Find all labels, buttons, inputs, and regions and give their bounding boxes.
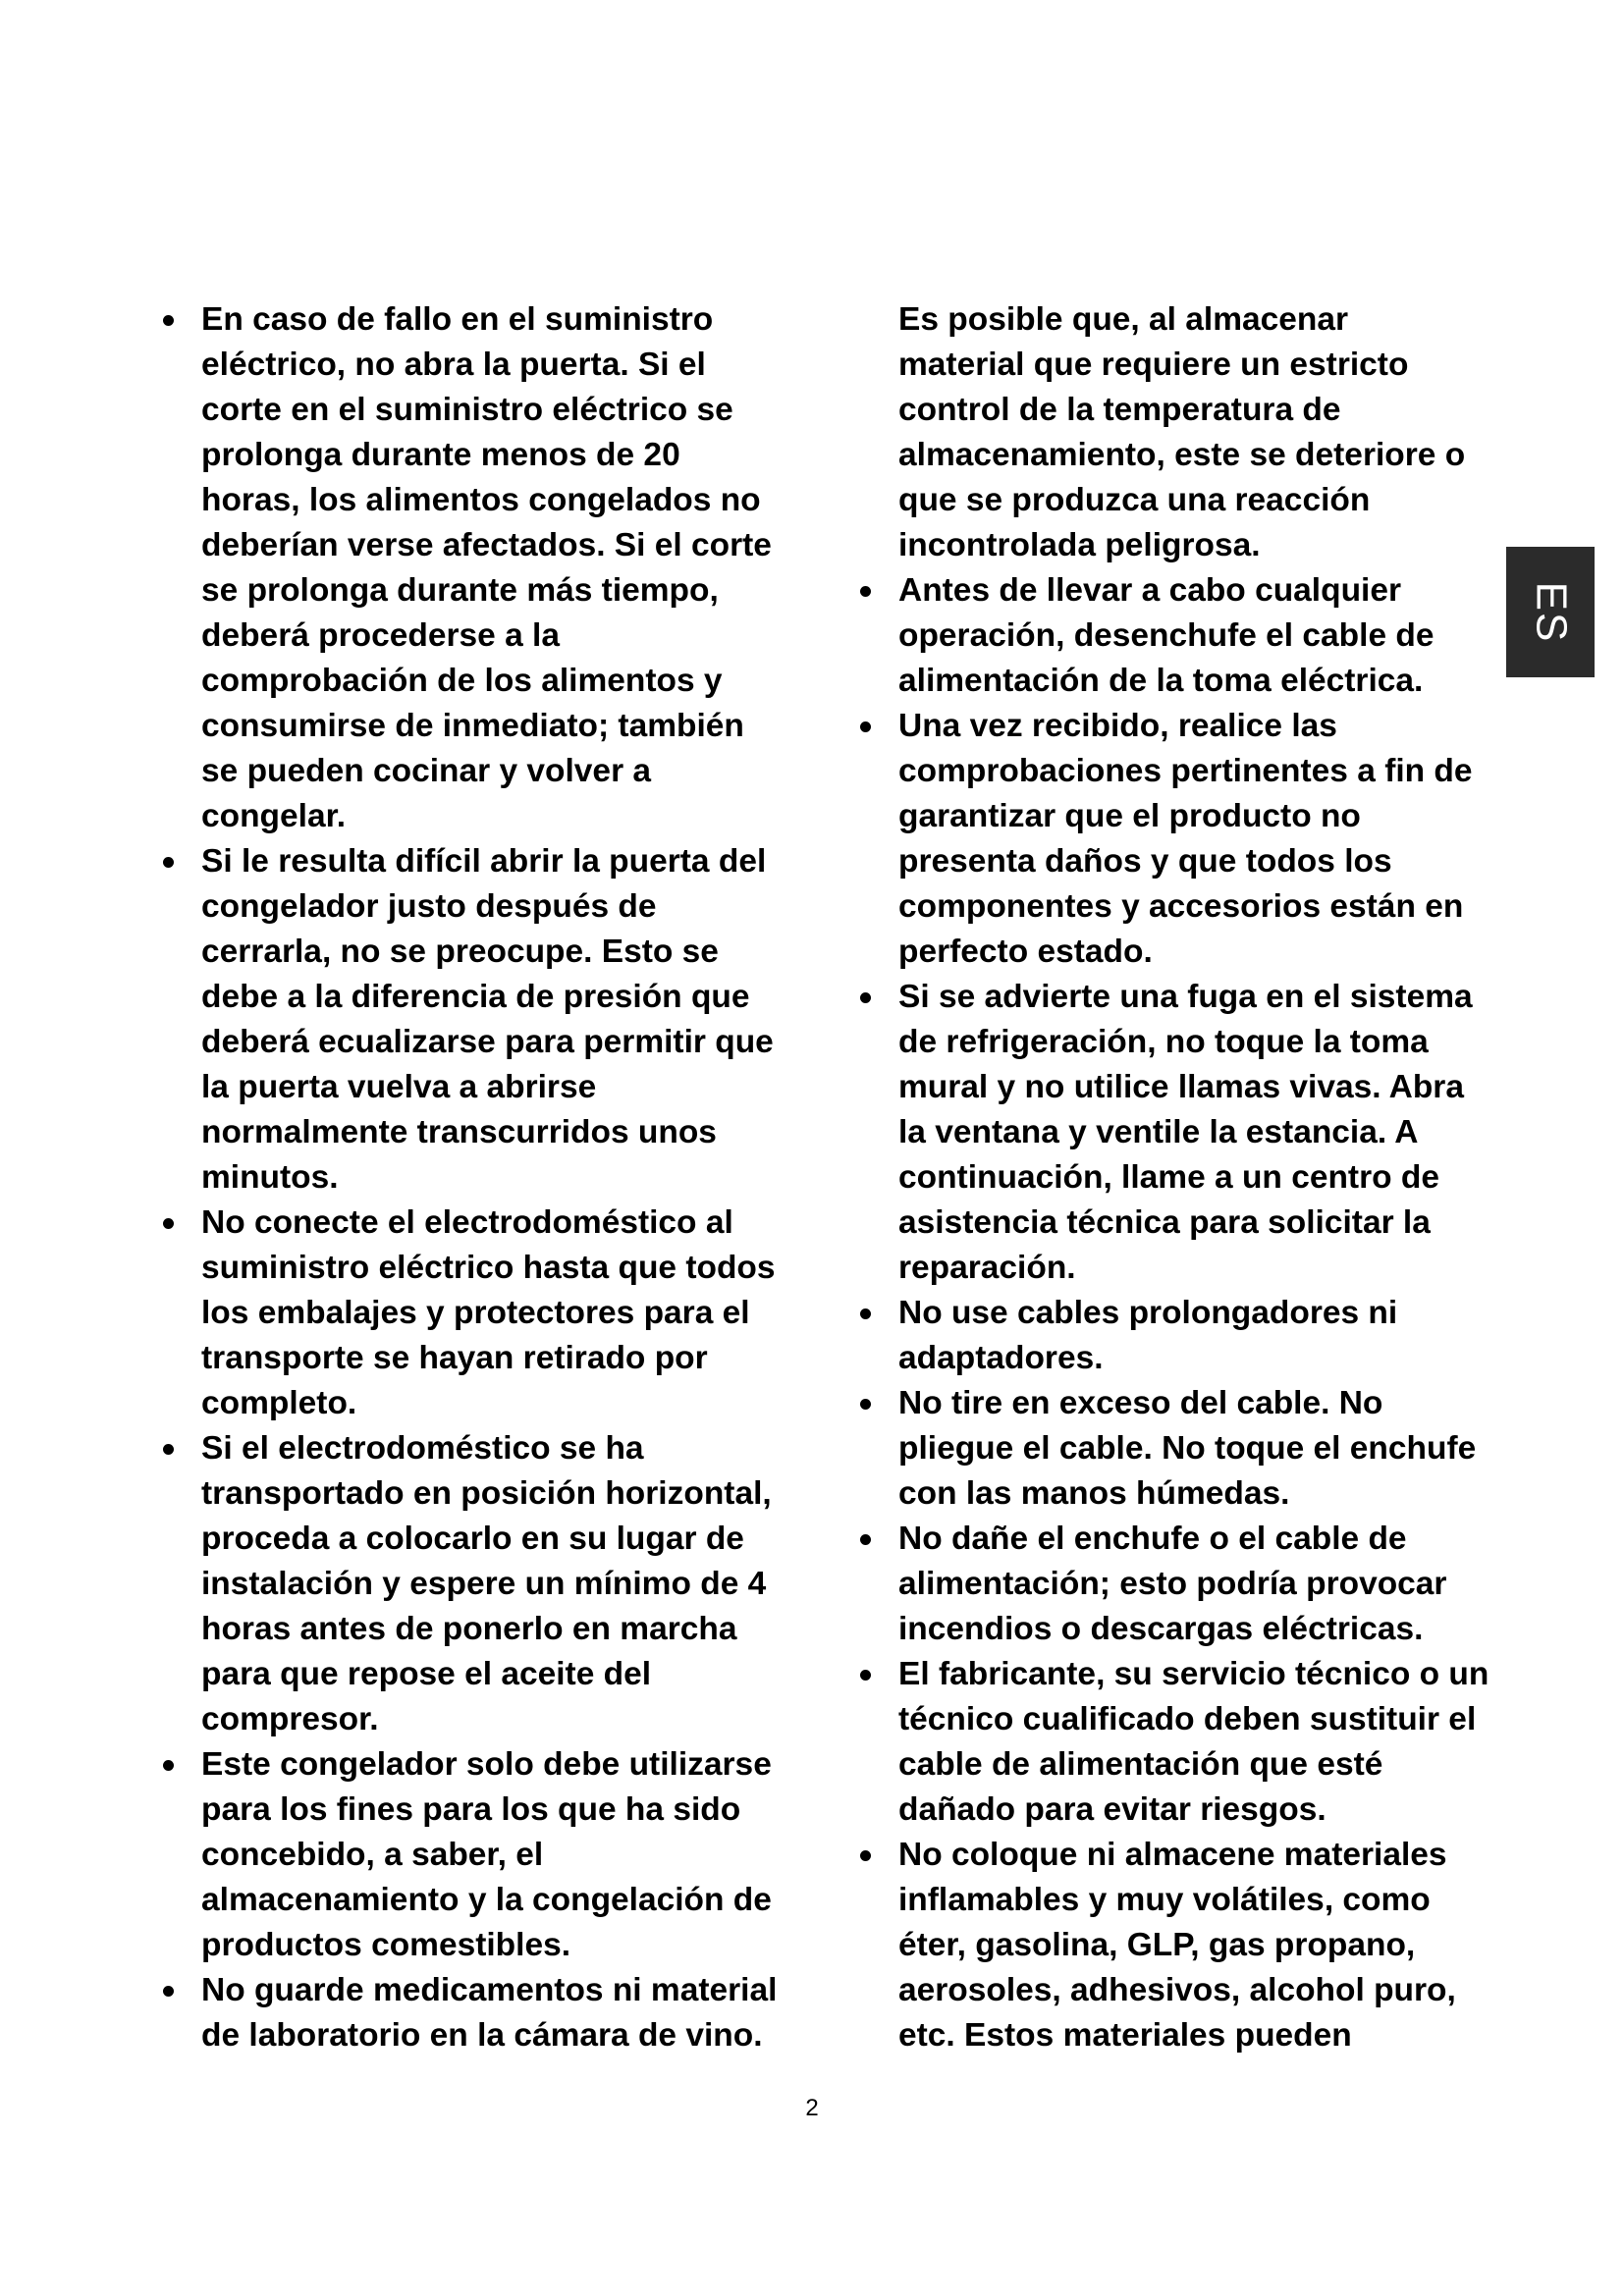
- list-item-text: Si se advierte una fuga en el sistema de refrigeración, no toque la toma mural y no utilice llamas vivas. Abra la ventana y ventile la estancia. A continuación, llame a un centro de asistencia técnica para solicitar la reparación.: [898, 979, 1473, 1286]
- list-item-text: No use cables prolongadores ni adaptadores.: [898, 1295, 1398, 1376]
- list-item-text: No coloque ni almacene materiales inflamables y muy volátiles, como éter, gasolina, GLP, gas propano, aerosoles, adhesivos, alcohol puro, etc. Estos materiales pueden: [898, 1837, 1456, 2054]
- left-bullet-list: [157, 297, 785, 2058]
- list-item-text: No tire en exceso del cable. No pliegue el cable. No toque el enchufe con las manos húmedas.: [898, 1385, 1477, 1512]
- list-item-text: Si el electrodoméstico se ha transportado en posición horizontal, proceda a colocarlo en su lugar de instalación y espere un mínimo de 4 horas antes de ponerlo en marcha para que repose el aceite del compresor.: [201, 1430, 772, 1737]
- list-item: [854, 704, 1492, 975]
- language-tab: [1506, 547, 1595, 677]
- list-item-text: En caso de fallo en el suministro eléctrico, no abra la puerta. Si el corte en el suministro eléctrico se prolonga durante menos de 20 horas, los alimentos congelados no deberían verse afectados. Si el corte se prolonga durante más tiempo, deberá procederse a la comprobación de los alimentos y consumirse de inmediato; también se pueden cocinar y volver a congelar.: [201, 301, 772, 834]
- bullet-icon: [860, 586, 871, 597]
- bullet-icon: [860, 721, 871, 732]
- bullet-icon: [860, 1850, 871, 1861]
- left-column: [157, 297, 785, 2058]
- bullet-icon: [860, 1399, 871, 1410]
- bullet-icon: [163, 1444, 174, 1455]
- bullet-icon: [163, 1986, 174, 1997]
- language-tab-label: ES: [1526, 581, 1575, 643]
- list-item: [157, 1968, 785, 2058]
- bullet-icon: [163, 857, 174, 868]
- list-item-text: Este congelador solo debe utilizarse para los fines para los que ha sido concebido, a saber, el almacenamiento y la congelación de productos comestibles.: [201, 1746, 772, 1963]
- list-item: [854, 1833, 1492, 2058]
- list-item: [157, 1426, 785, 1742]
- list-item: [854, 975, 1492, 1291]
- bullet-icon: [860, 1670, 871, 1681]
- bullet-icon: [860, 1534, 871, 1545]
- list-item-text: No guarde medicamentos ni material de laboratorio en la cámara de vino.: [201, 1972, 778, 2054]
- list-item-text: Antes de llevar a cabo cualquier operación, desenchufe el cable de alimentación de la toma eléctrica.: [898, 572, 1435, 699]
- list-item-text: El fabricante, su servicio técnico o un técnico cualificado deben sustituir el cable de alimentación que esté dañado para evitar riesgos.: [898, 1656, 1489, 1828]
- right-column: [854, 297, 1492, 2058]
- continuation-paragraph: Es posible que, al almacenar material que requiere un estricto control de la temperatura de almacenamiento, este se deteriore o que se produzca una reacción incontrolada peligrosa.: [898, 301, 1466, 563]
- list-item: [157, 297, 785, 839]
- bullet-icon: [860, 1308, 871, 1319]
- list-item-text: Si le resulta difícil abrir la puerta del congelador justo después de cerrarla, no se preocupe. Esto se debe a la diferencia de presión que deberá ecualizarse para permitir que la puerta vuelva a abrirse normalmente transcurridos unos minutos.: [201, 843, 774, 1196]
- list-item-text: Una vez recibido, realice las comprobaciones pertinentes a fin de garantizar que el producto no presenta daños y que todos los componentes y accesorios están en perfecto estado.: [898, 708, 1473, 970]
- list-item: [157, 839, 785, 1201]
- page-number: 2: [805, 2095, 819, 2121]
- list-item: [157, 1742, 785, 1968]
- list-item-text: No dañe el enchufe o el cable de alimentación; esto podría provocar incendios o descargas eléctricas.: [898, 1521, 1447, 1647]
- bullet-icon: [163, 1760, 174, 1771]
- bullet-icon: [163, 315, 174, 326]
- bullet-icon: [163, 1218, 174, 1229]
- list-item: [854, 1291, 1492, 1381]
- list-item-text: No conecte el electrodoméstico al suministro eléctrico hasta que todos los embalajes y protectores para el transporte se hayan retirado por completo.: [201, 1204, 776, 1421]
- list-item: [157, 1201, 785, 1426]
- list-item: [854, 568, 1492, 704]
- right-bullet-list: [854, 568, 1492, 2058]
- list-item: [854, 1381, 1492, 1517]
- bullet-icon: [860, 992, 871, 1003]
- list-item: [854, 1517, 1492, 1652]
- list-item: [854, 1652, 1492, 1833]
